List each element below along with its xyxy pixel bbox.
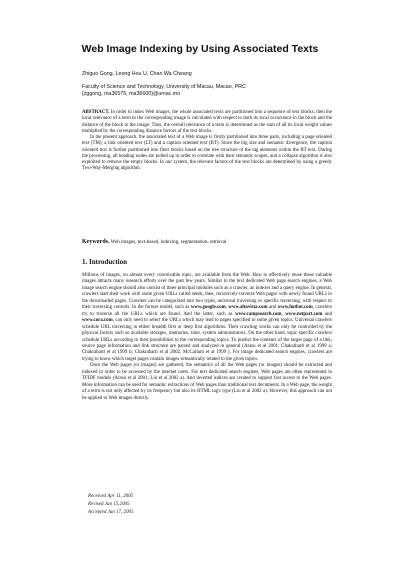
introduction-paragraph-1: [82, 273, 332, 363]
abstract-text-1: In order to index Web images, the whole associated texts are partitioned into a sequence of text blocks, then the local relevance of a term to the corresponding image is calculated with respect to both its local occurrence in the block and the distance of the block to the image. Thus, the overall relevance of a term is determined as the sum of all its local weight values multiplied by the corresponding distance factors of the text blocks.: [82, 110, 332, 134]
date-received: Received Apr 11, 2005: [88, 494, 134, 499]
submission-dates: [88, 493, 134, 517]
intro-text-c: and: [269, 305, 277, 311]
url-netpart: www.netpart.com: [285, 311, 323, 317]
author-list: Zhiguo Gong, Leong Hou U, Chan Wa Cheang: [82, 71, 192, 77]
date-accepted: Accepted Jun 17, 2005: [88, 510, 134, 515]
paper-title: Web Image Indexing by Using Associated Texts: [81, 43, 319, 55]
affiliation-institution: Faculty of Science and Technology, University of Macau, Macao, PRC: [82, 84, 246, 90]
intro-text-b: ,: [225, 305, 227, 311]
introduction-paragraph-2: Once the Web pages (or images) are gathered, the semantics of all the Web pages (or images) should be extracted and indexed in order to be accessed by the internet users. For text dedicated search engines, Web pages are often represented in TFIDF models (Arasu et al 2001; Liu et al 2002 a). And inverted indices are created to support fast access to the Web pages. More information can be used for semantic extractions of Web pages than traditional text documents. In a Web page, the weight of a term is not only affected by its frequency but also its HTML tag's type (Liu et al 2002 a). However, this approach can not be applied to Web images directly.: [82, 363, 333, 401]
affiliation: [82, 84, 342, 98]
abstract: [82, 110, 332, 173]
keywords-text: Web images, text-based, indexing, segmentation, retrieval: [110, 240, 227, 245]
url-google: www.google.com: [190, 305, 226, 311]
url-campsearch: www.campsearch.com: [235, 311, 282, 317]
intro-text-a: Millions of images, on almost every conceivable topic, are available from the Web. How to effectively reuse these valuable images attracts many research efforts over the past few years. Similar to the text dedicated Web page search engines, a Web image search engine should also consist of three principal modules such as a crawler, an indexer and a query engine. In general, crawlers start their work with some given URLs called seeds, then, recursively traverse Web pages with newly found URLs in the downloaded pages. Crawlers can be categorized into two types, universal traversing or specific traversing, with respect to their traversing controls. In the former model, such as: [82, 273, 332, 311]
keywords: [82, 239, 332, 246]
intro-text-e: ,: [281, 311, 283, 317]
keywords-label: Keywords.: [82, 239, 110, 245]
introduction-body: [82, 273, 332, 402]
intro-text-g: , can only need to select the URLs which may lead to pages specified to some given topics. Universal crawlers schedule URL traversing in either breadth first or deep first algorithms. Their crawling works can only be controlled by the physical factors such as available storages, memories, time, system administrators. On the other hand, topic specific crawlers schedule URLs according to their possibilities to the corresponding topics. To predict the contents of the target page of a link, source page information and link structure are parsed and analyzed in general (Arasu et al 2001; Chakrabarti et al 1999 a; Chakrabarti et al 1999 b; Chakrabarti et al 2002, McCallum et al 1999 ). For image dedicated search engines, crawlers are trying to know which target pages contain images semantically related to the given topics.: [82, 318, 332, 362]
intro-text-d: , crawlers try to traverse all the URLs which are found. And the latter, such as: [82, 305, 332, 317]
abstract-paragraph-1: [82, 110, 332, 135]
affiliation-emails: {zggong, ma36575, ma36600}@umac.mo: [82, 91, 181, 97]
url-hotbot: www.hotbot.com: [277, 305, 313, 311]
url-cora: www.cora.com: [82, 318, 113, 324]
intro-text-f: and: [324, 311, 333, 317]
date-revised: Revised Jun 15,2005: [88, 502, 130, 507]
abstract-label: ABSTRACT.: [82, 110, 110, 115]
url-altavista: www.altavista.com: [228, 305, 268, 311]
abstract-paragraph-2: In the present approach, the associated text of a Web image is firstly partitioned into three parts, including a page oriented text (TM), a link oriented text (LT) and a caption oriented text (BT). Since the big size and semantic divergence, the caption oriented text is further partitioned into finer blocks based on the tree structure of the tag elements within the BT text. During the processing, all heading nodes are pulled up in order to correlate with their semantic scopes, and a collapse algorithm is also exploited to remove the empty blocks. In our system, the relevant factors of the text blocks are determined by using a greedy Two-Way-Merging algorithm.: [82, 135, 332, 172]
section-heading-introduction: 1. Introduction: [82, 258, 127, 266]
